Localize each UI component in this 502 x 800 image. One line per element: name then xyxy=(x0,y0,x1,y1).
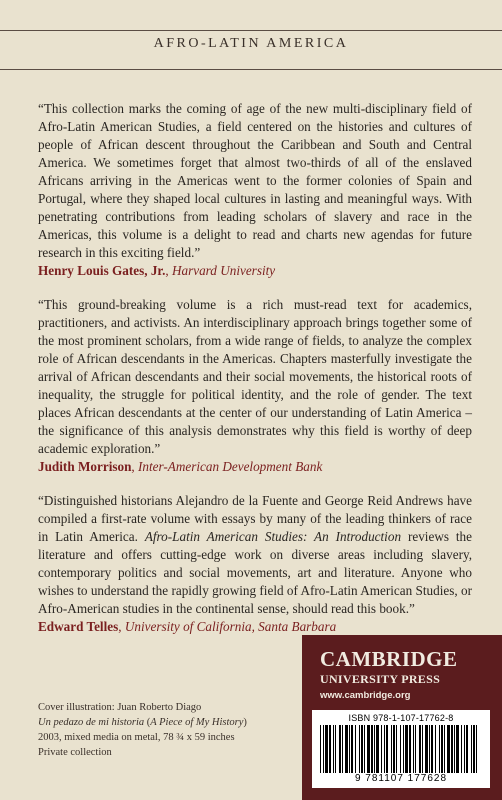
publisher-block xyxy=(302,635,502,800)
series-title: AFRO-LATIN AMERICA xyxy=(153,36,349,51)
barcode-bar xyxy=(396,725,397,773)
barcode-bar xyxy=(361,725,363,773)
attribution-separator: , xyxy=(118,619,125,634)
barcode-bar xyxy=(371,725,373,773)
endorser-affiliation: University of California, Santa Barbara xyxy=(124,619,337,634)
barcode-bar xyxy=(456,725,459,773)
barcode-number: 9 781107 177628 xyxy=(354,773,448,784)
barcode-bar xyxy=(391,725,392,773)
endorsement-attribution xyxy=(38,262,472,280)
barcode-bar xyxy=(471,725,472,773)
barcode-bar xyxy=(339,725,341,773)
endorsement-attribution xyxy=(38,618,472,636)
barcode-bar xyxy=(409,725,411,773)
paren-close: ) xyxy=(243,717,247,728)
endorsement-quote: “This ground-breaking volume is a rich must-read text for academics, practitioners, and activists. An interdisciplinary approach brings together some of the most prominent scholars, from a wide range of fields, to analyze the complex role of African descendants in the Americas. Chapters masterfully investigate the arrival of African descendants and their social movements, the historical roots of inequality, the struggle for political identity, and the role of gender. The text places African descendants at the center of our understanding of Latin America – the significance of this analysis demonstrates why this field is worthy of deep academic exploration.” xyxy=(38,297,472,456)
barcode-bar xyxy=(422,725,423,773)
cover-credit-line xyxy=(38,715,298,730)
barcode-bar xyxy=(345,725,348,773)
barcode-bar xyxy=(323,725,324,773)
barcode-bar xyxy=(333,725,334,773)
quote-book-title: Afro-Latin American Studies: An Introduction xyxy=(144,529,402,544)
barcode-bar xyxy=(466,725,468,773)
barcode-bar xyxy=(384,725,385,773)
artwork-title: Un pedazo de mi historia xyxy=(38,717,145,728)
barcode-bar xyxy=(405,725,408,773)
header-rule-top xyxy=(0,30,502,31)
barcode-bar xyxy=(381,725,382,773)
barcode-bar xyxy=(413,725,414,773)
barcode-bar xyxy=(403,725,404,773)
header-rule-bottom xyxy=(0,69,502,70)
barcode-bar xyxy=(359,725,360,773)
barcode-bar xyxy=(419,725,421,773)
barcode-bar xyxy=(342,725,343,773)
barcode-bar xyxy=(439,725,440,773)
barcode-bar xyxy=(451,725,453,773)
barcode-bar xyxy=(476,725,477,773)
endorser-affiliation: Harvard University xyxy=(171,263,276,278)
barcode-bar xyxy=(441,725,443,773)
barcode-bar xyxy=(393,725,395,773)
endorsement-1 xyxy=(38,100,472,280)
endorser-name: Henry Louis Gates, Jr. xyxy=(38,263,166,278)
isbn-label: ISBN 978-1-107-17762-8 xyxy=(348,713,454,723)
barcode-bar xyxy=(329,725,331,773)
barcode-bar xyxy=(367,725,370,773)
barcode-bar xyxy=(454,725,455,773)
endorser-affiliation: Inter-American Development Bank xyxy=(138,459,323,474)
barcode-bar xyxy=(415,725,416,773)
endorser-name: Edward Telles xyxy=(38,619,119,634)
barcode-bar xyxy=(374,725,375,773)
barcode-bar xyxy=(351,725,353,773)
attribution-separator: , xyxy=(165,263,172,278)
barcode-bar xyxy=(461,725,462,773)
barcode-bar xyxy=(376,725,379,773)
endorsement-quote: “This collection marks the coming of age of the new multi-disciplinary field of Afro-Latin American Studies, a field centered on the histories and cultures of people of African descent throughout the Caribbean and South and Central America. We sometimes forget that almost two-thirds of all of the enslaved Africans arriving in the Americas went to the former colonies of Spain and Portugal, where they shaped local cultures in lasting and meaningful ways. With penetrating contributions from leading scholars of slavery and race in the Americas, this volume is a delight to read and charts new agendas for future research in this exciting field.” xyxy=(38,101,472,260)
publisher-name: CAMBRIDGE xyxy=(320,647,458,671)
publisher-url: www.cambridge.org xyxy=(320,690,411,701)
barcode-bar xyxy=(444,725,445,773)
cover-credit xyxy=(38,700,298,760)
endorser-name: Judith Morrison xyxy=(38,459,132,474)
barcode-bar xyxy=(335,725,336,773)
barcode-bar xyxy=(349,725,350,773)
paren-open: ( xyxy=(144,717,151,728)
barcode-bar xyxy=(473,725,475,773)
barcode-bar xyxy=(429,725,430,773)
quote-text: reviews the literature and offers cutting-edge work on diverse areas including slavery, contemporary politics and social movements, art and literature. Anyone who wishes to understand the rapidly growing field of Afro-Latin American Studies, or Afro-American studies in the continental sense, should read this book.” xyxy=(38,529,472,616)
endorsement-quote xyxy=(38,492,472,618)
barcode-bar xyxy=(431,725,433,773)
barcode-bar xyxy=(325,725,328,773)
barcode-bar xyxy=(364,725,365,773)
barcode xyxy=(312,710,490,788)
endorsements xyxy=(38,100,472,652)
cover-credit-line: Private collection xyxy=(38,747,112,758)
barcode-bar xyxy=(400,725,401,773)
attribution-separator: , xyxy=(131,459,139,474)
endorsement-3 xyxy=(38,492,472,636)
barcode-bar xyxy=(320,725,321,773)
endorsement-2 xyxy=(38,296,472,476)
cover-credit-line: 2003, mixed media on metal, 78 ¾ x 59 inches xyxy=(38,732,235,743)
barcode-bar xyxy=(355,725,356,773)
endorsement-attribution xyxy=(38,458,472,476)
artwork-translation: A Piece of My History xyxy=(150,717,244,728)
barcode-bar xyxy=(435,725,436,773)
barcode-bar xyxy=(447,725,450,773)
barcode-bar xyxy=(464,725,465,773)
quote-text: “Distinguished historians Alejandro de la Fuente and George Reid Andrews have compiled a first-rate volume with essays by many of the leading thinkers of race in Latin America. xyxy=(38,493,472,544)
barcode-bar xyxy=(386,725,388,773)
cover-credit-line: Cover illustration: Juan Roberto Diago xyxy=(38,702,202,713)
barcode-bars xyxy=(318,725,484,773)
barcode-bar xyxy=(425,725,428,773)
publisher-press: UNIVERSITY PRESS xyxy=(320,672,441,686)
